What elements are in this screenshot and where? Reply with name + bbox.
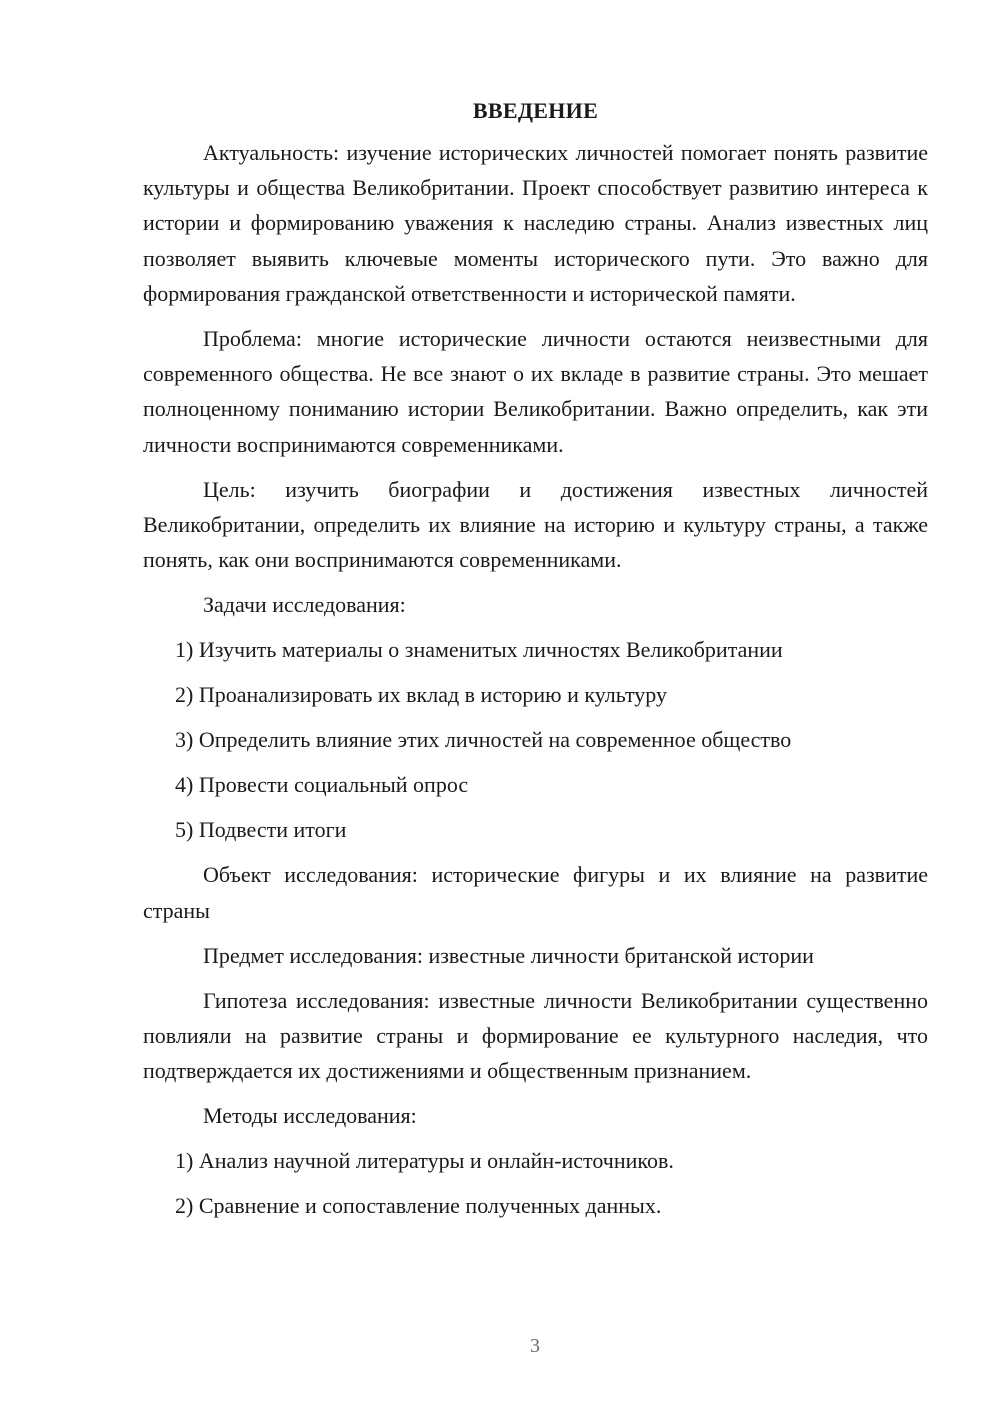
page-number: 3 [530,1335,540,1357]
section-title: ВВЕДЕНИЕ [472,98,599,123]
list-item: 4) Провести социальный опрос [175,772,469,798]
list-item: 2) Сравнение и сопоставление полученных данных. [175,1193,662,1219]
tasks-heading: Задачи исследования: [203,592,406,618]
list-item: 5) Подвести итоги [175,817,347,843]
list-item: 2) Проанализировать их вклад в историю и культуру [175,682,668,708]
document-page [143,93,928,1223]
list-item: 1) Анализ научной литературы и онлайн-источников. [175,1148,674,1174]
list-item: 1) Изучить материалы о знаменитых личностях Великобритании [175,637,783,663]
tasks-list [143,632,928,847]
relevance-paragraph: Актуальность: изучение исторических личностей помогает понять развитие культуры и общества Великобритании. Проект способствует развитию интереса к истории и формированию уважения к наследию страны. Анализ известных лиц позволяет выявить ключевые моменты исторического пути. Это важно для формирования гражданской ответственности и исторической памяти. [143,140,928,306]
problem-paragraph: Проблема: многие исторические личности остаются неизвестными для современного общества. Не все знают о их вкладе в развитие страны. Это мешает полноценному пониманию истории Великобритании. Важно определить, как эти личности воспринимаются современниками. [143,326,928,457]
subject-paragraph: Предмет исследования: известные личности британской истории [203,942,814,968]
methods-heading: Методы исследования: [203,1103,417,1129]
goal-paragraph: Цель: изучить биографии и достижения известных личностей Великобритании, определить их влияние на историю и культуру страны, а также понять, как они воспринимаются современниками. [143,476,928,573]
hypothesis-paragraph: Гипотеза исследования: известные личности Великобритании существенно повлияли на развитие страны и формирование ее культурного наследия, что подтверждается их достижениями и общественным признанием. [143,987,928,1084]
methods-list [143,1143,928,1223]
object-paragraph: Объект исследования: исторические фигуры и их влияние на развитие страны [143,862,928,923]
list-item: 3) Определить влияние этих личностей на современное общество [175,727,792,753]
